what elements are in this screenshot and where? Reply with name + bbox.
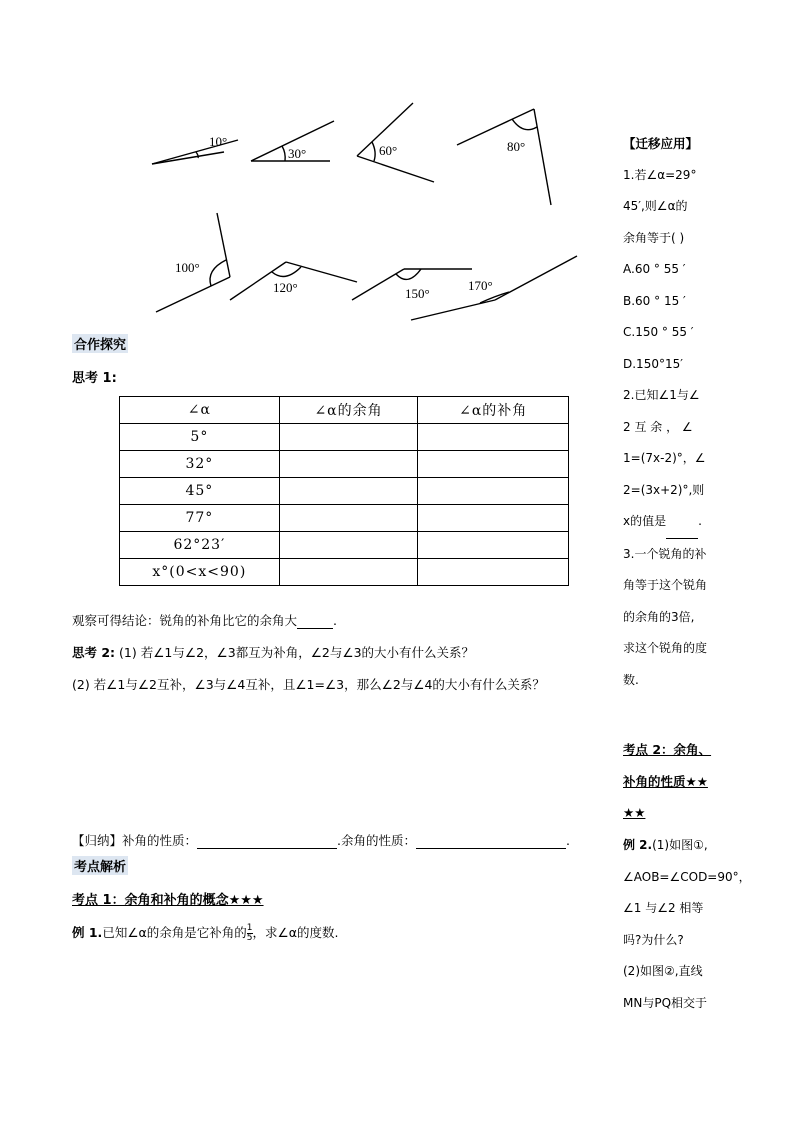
table-row <box>120 559 569 586</box>
example-2 <box>623 830 758 1019</box>
table-row <box>120 451 569 478</box>
sidebar-line: 2.已知∠1与∠ <box>623 388 700 402</box>
example-1: 例 1.已知∠α的余角是它补角的 $\frac{1}{5}$ ，求∠α的度数. <box>72 923 339 943</box>
table-header: ∠α的余角 <box>279 397 418 424</box>
example-2-line: 吗?为什么? <box>623 932 684 947</box>
table-row <box>120 424 569 451</box>
example-2-line: ∠1 与∠2 相等 <box>623 901 704 915</box>
table-row <box>120 478 569 505</box>
table-cell: 77° <box>120 505 280 532</box>
sidebar-heading: 【迁移应用】 <box>623 136 699 151</box>
sidebar-line: 45′,则∠α的 <box>623 199 688 213</box>
table-cell: x°(0<x<90) <box>120 559 280 586</box>
section-heading-analysis: 考点解析 <box>72 856 128 875</box>
table-header-row <box>120 397 569 424</box>
sidebar-line: 3.一个锐角的补 <box>623 546 707 561</box>
example-1-label: 例 1. <box>72 925 103 940</box>
think2-question-1: 思考 2: (1) 若∠1与∠2，∠3都互为补角，∠2与∠3的大小有什么关系？ <box>72 645 475 660</box>
angle-table <box>119 396 569 586</box>
key-point-2: 考点 2：余角、 补角的性质★★ ★★ <box>623 742 712 820</box>
angle-figure-80 <box>457 109 551 205</box>
summary-line: 【归纳】补角的性质： .余角的性质： . <box>72 833 570 848</box>
sidebar-line: 2=(3x+2)°,则 <box>623 482 705 497</box>
sidebar-line: 的余角的3倍, <box>623 609 695 624</box>
summary-comp-blank <box>416 833 566 849</box>
think2-label: 思考 2: <box>72 645 116 660</box>
angle-label-120: 120° <box>273 280 298 295</box>
observation-line: 观察可得结论：锐角的补角比它的余角大 . <box>72 613 337 628</box>
sidebar-line: 角等于这个锐角 <box>623 578 708 592</box>
table-row <box>120 532 569 559</box>
sidebar-line: 2 互 余 ， ∠ <box>623 419 693 434</box>
angle-label-150: 150° <box>405 286 430 301</box>
sidebar-transfer-application <box>623 128 758 696</box>
sidebar-line: 求这个锐角的度 <box>623 641 708 655</box>
think2-question-2: (2) 若∠1与∠2互补，∠3与∠4互补，且∠1=∠3，那么∠2与∠4的大小有什么关系？ <box>72 677 545 692</box>
key-point-1: 考点 1：余角和补角的概念★★★ <box>72 893 264 908</box>
fraction: $\frac{1}{5}$ <box>246 923 253 943</box>
sidebar-line: B.60 ° 15 ′ <box>623 293 686 308</box>
example-2-line: 例 2.(1)如图①, <box>623 838 708 852</box>
angle-label-10: 10° <box>209 134 228 149</box>
angle-label-80: 80° <box>507 139 526 154</box>
sidebar-line: A.60 ° 55 ′ <box>623 262 686 276</box>
example-2-line: ∠AOB=∠COD=90°， <box>623 869 751 884</box>
angle-label-60: 60° <box>379 143 398 158</box>
summary-supp-blank <box>197 833 337 849</box>
sidebar-line: D.150°15′ <box>623 356 683 371</box>
sidebar-line: 1=(7x-2)°，∠ <box>623 451 706 465</box>
table-cell: 5° <box>120 424 280 451</box>
angle-label-100: 100° <box>175 260 200 275</box>
think1-label: 思考 1: <box>72 371 117 386</box>
angle-label-30: 30° <box>288 146 307 161</box>
angle-label-170: 170° <box>468 278 493 293</box>
sidebar-line: 1.若∠α=29° <box>623 167 697 182</box>
summary-label: 【归纳】 <box>72 833 123 848</box>
observation-text: 观察可得结论：锐角的补角比它的余角大 <box>72 613 298 628</box>
table-row <box>120 505 569 532</box>
observation-blank <box>297 613 333 629</box>
sidebar-line: x的值是 . <box>623 506 758 539</box>
section-heading-cooperation: 合作探究 <box>72 334 128 353</box>
sidebar-line: 余角等于( ) <box>623 230 685 245</box>
table-cell: 45° <box>120 478 280 505</box>
sidebar-blank <box>666 506 698 539</box>
example-2-line: MN与PQ相交于 <box>623 995 708 1010</box>
sidebar-line: C.150 ° 55 ′ <box>623 325 694 339</box>
table-cell: 62°23′ <box>120 532 280 559</box>
sidebar-line: 数. <box>623 672 639 687</box>
example-2-label: 例 2. <box>623 838 653 852</box>
table-cell: 32° <box>120 451 280 478</box>
angle-figure-170 <box>411 256 577 320</box>
example-2-line: (2)如图②,直线 <box>623 964 703 978</box>
table-header: ∠α的补角 <box>418 397 569 424</box>
table-header: ∠α <box>120 397 280 424</box>
